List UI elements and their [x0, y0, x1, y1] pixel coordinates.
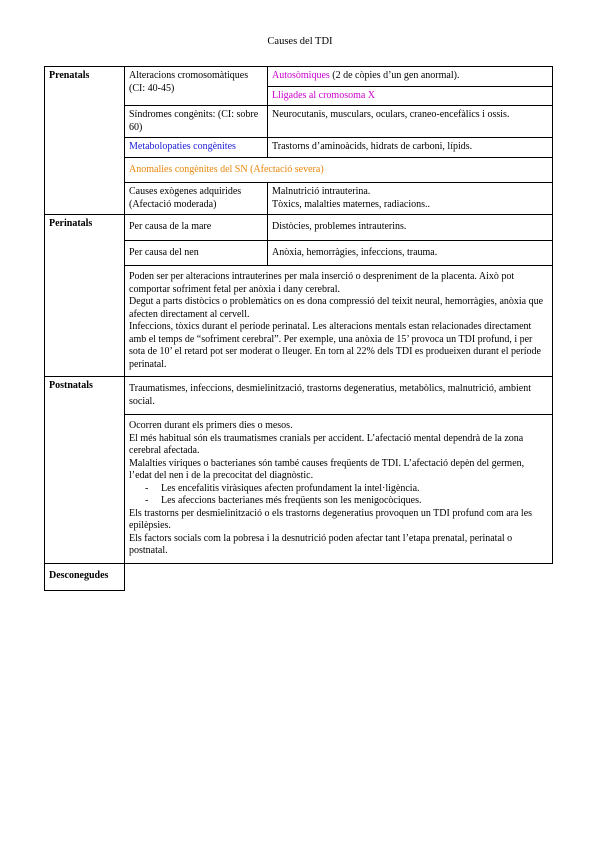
table-cell: Lligades al cromosoma X — [268, 86, 553, 106]
table-row — [45, 377, 553, 415]
cell-line: Tòxics, malalties maternes, radiacions.. — [272, 198, 431, 210]
causes-table — [44, 66, 553, 591]
list-item-text: Les afeccions bacterianes més freqüents son les menigocòciques. — [161, 495, 422, 506]
empty-cell — [125, 563, 553, 591]
cell-line: Malnutrició intrauterina. — [272, 186, 371, 197]
table-cell: Causes exògenes adquirides (Afectació moderada) — [125, 183, 268, 215]
paragraph: Els factors socials com la pobresa i la desnutrició poden afectar tant l’etapa prenatal, perinatal o postnatal. — [129, 532, 513, 556]
table-cell: Neurocutanis, musculars, oculars, craneo-encefàlics i ossis. — [268, 106, 553, 138]
paragraph: El més habitual són els traumatismes cranials per accident. L’afectació mental dependrà de la zona cerebral afectada. — [129, 432, 524, 456]
page-title: Causes del TDI — [267, 36, 333, 47]
table-cell: Trastorns d’aminoàcids, hidrats de carboni, lípids. — [268, 138, 553, 158]
paragraph: Els trastorns per desmielinització o els trastorns degeneratius provoquen un TDI profund com ara les epilèpsies. — [129, 507, 533, 531]
table-cell: Síndromes congènits: (CI: sobre 60) — [125, 106, 268, 138]
table-cell: Per causa del nen — [125, 240, 268, 266]
table-cell — [125, 266, 553, 377]
list-item: - Les encefalitis viràsiques afecten profundament la intel·ligència. — [129, 483, 548, 496]
autosomiques-label: Autosòmiques — [272, 70, 330, 81]
table-cell: Distòcies, problemes intrauterins. — [268, 215, 553, 241]
section-label-desconegudes: Desconegudes — [45, 563, 125, 591]
list-item: - Les afeccions bacterianes més freqüents son les menigocòciques. — [129, 495, 548, 508]
table-cell — [125, 415, 553, 564]
table-cell: Traumatismes, infeccions, desmielinització, trastorns degeneratius, metabòlics, malnutrició, ambient social. — [125, 377, 553, 415]
table-cell: Metabolopaties congènites — [125, 138, 268, 158]
table-cell — [268, 183, 553, 215]
table-cell: Per causa de la mare — [125, 215, 268, 241]
table-cell: Alteracions cromosomàtiques (CI: 40-45) — [125, 67, 268, 106]
section-label-perinatals: Perinatals — [45, 215, 125, 377]
section-label-postnatals: Postnatals — [45, 377, 125, 564]
paragraph: Poden ser per alteracions intrauterines per mala inserció o despreniment de la placenta. Això pot comportar sofriment fetal per anòxia i dany cerebral. — [129, 271, 515, 295]
list-item-text: Les encefalitis viràsiques afecten profundament la intel·ligència. — [161, 482, 420, 494]
table-cell: Anomalies congènites del SN (Afectació severa) — [125, 157, 553, 183]
table-row — [45, 215, 553, 241]
paragraph: Malalties víriques o bacterianes són també causes freqüents de TDI. L’afectació depèn del germen, l’edat del nen i de la precocitat del diagnòstic. — [129, 457, 525, 481]
paragraph: Degut a parts distòcics o problemàtics on es dona compressió del teixit neural, hemorràgies, anòxia que afecten directament al cervell. — [129, 296, 544, 320]
table-row — [45, 563, 553, 591]
paragraph: Infeccions, tòxics durant el període perinatal. Les alteracions mentals estan relacionades directament amb el temps de “sofriment cerebral”. Per exemple, una anòxia de 15’ provoca un TDI profund, i per sota de 10’ el retard pot ser moderat o lleuger. En torn al 22% dels TDI es produeixen durant el període perinatal. — [129, 321, 541, 370]
table-cell — [268, 67, 553, 87]
section-label-prenatals: Prenatals — [45, 67, 125, 215]
table-cell: Anòxia, hemorràgies, infeccions, trauma. — [268, 240, 553, 266]
paragraph: Ocorren durant els primers dies o mesos. — [129, 420, 293, 431]
table-row — [45, 67, 553, 87]
autosomiques-desc: (2 de còpies d’un gen anormal). — [329, 70, 460, 81]
